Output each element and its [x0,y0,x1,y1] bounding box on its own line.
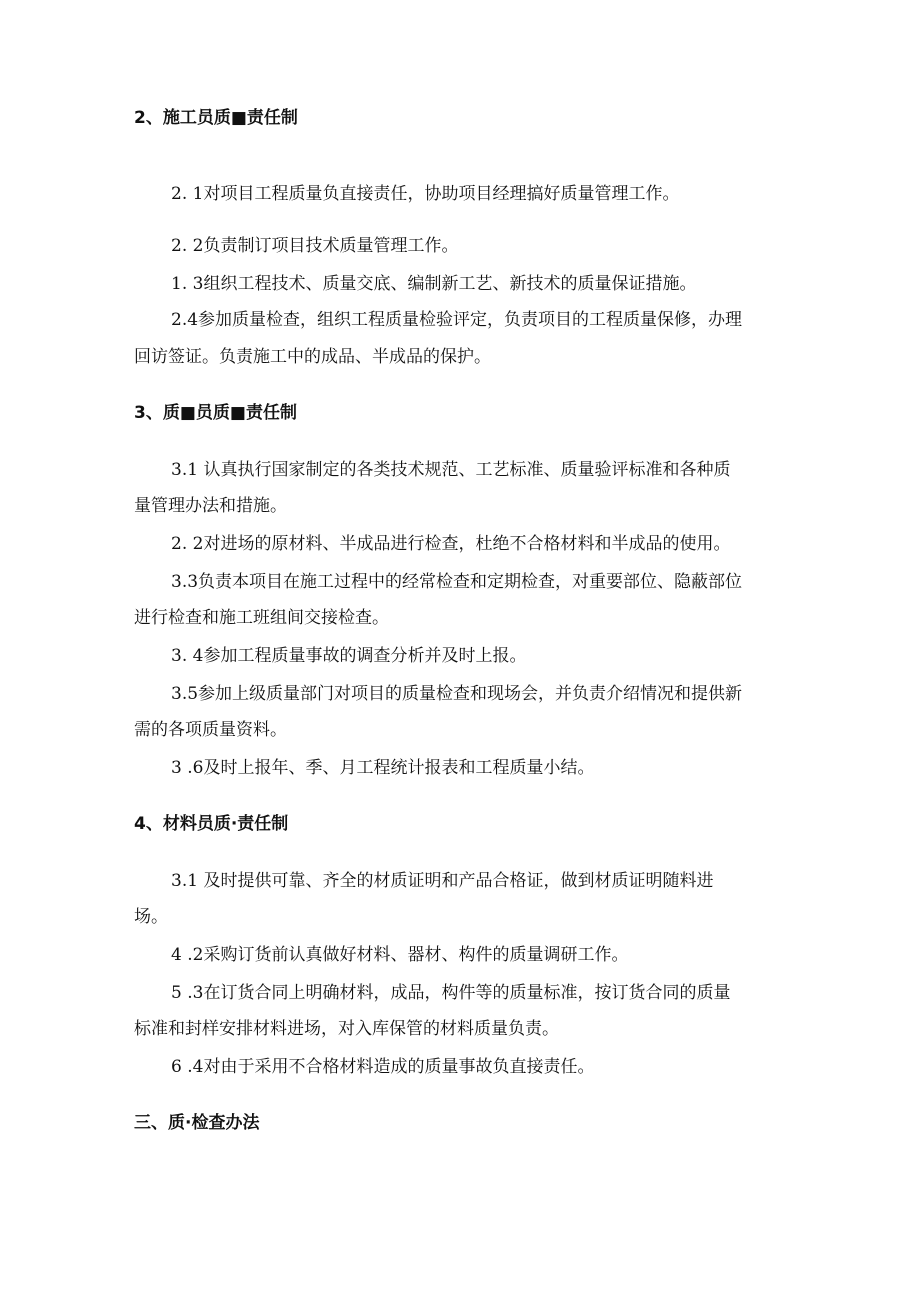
section-2-item-1: 2. 1对项目工程质量负直接责任，协助项目经理搞好质量管理工作。 [171,184,680,204]
section-three-heading: 三、质·检查办法 [134,1113,260,1133]
section-3-item-5-line-1: 3.5参加上级质量部门对项目的质量检查和现场会，并负责介绍情况和提供新 [171,684,743,704]
section-4-item-1-line-1: 3.1 及时提供可靠、齐全的材质证明和产品合格证，做到材质证明随料进 [171,871,714,891]
section-2-item-4-line-1: 2.4参加质量检查，组织工程质量检验评定，负责项目的工程质量保修，办理 [171,310,743,330]
section-3-heading: 3、质■员质■责任制 [134,403,297,423]
section-2-heading: 2、施工员质■责任制 [134,108,298,128]
section-3-item-6: 3 .6及时上报年、季、月工程统计报表和工程质量小结。 [171,758,595,778]
section-4-item-1-line-2: 场。 [134,907,168,927]
section-3-item-1-line-2: 量管理办法和措施。 [134,496,287,516]
section-3-item-5-line-2: 需的各项质量资料。 [134,720,287,740]
section-4-item-4: 6 .4对由于采用不合格材料造成的质量事故负直接责任。 [171,1057,595,1077]
section-4-item-3-line-1: 5 .3在订货合同上明确材料，成品，构件等的质量标准，按订货合同的质量 [171,983,731,1003]
section-4-item-3-line-2: 标准和封样安排材料进场，对入库保管的材料质量负责。 [134,1019,559,1039]
section-3-item-3-line-2: 进行检查和施工班组间交接检查。 [134,608,389,628]
section-2-item-3: 1. 3组织工程技术、质量交底、编制新工艺、新技术的质量保证措施。 [171,274,697,294]
section-3-item-3-line-1: 3.3负责本项目在施工过程中的经常检查和定期检查，对重要部位、隐蔽部位 [171,572,743,592]
section-4-heading: 4、材料员质·责任制 [134,814,289,834]
section-2-item-4-line-2: 回访签证。负责施工中的成品、半成品的保护。 [134,347,491,367]
section-3-item-1-line-1: 3.1 认真执行国家制定的各类技术规范、工艺标准、质量验评标准和各种质 [171,460,731,480]
section-3-item-4: 3. 4参加工程质量事故的调查分析并及时上报。 [171,646,527,666]
section-4-item-2: 4 .2采购订货前认真做好材料、器材、构件的质量调研工作。 [171,945,629,965]
section-2-item-2: 2. 2负责制订项目技术质量管理工作。 [171,236,459,256]
section-3-item-2: 2. 2对进场的原材料、半成品进行检查，杜绝不合格材料和半成品的使用。 [171,534,731,554]
